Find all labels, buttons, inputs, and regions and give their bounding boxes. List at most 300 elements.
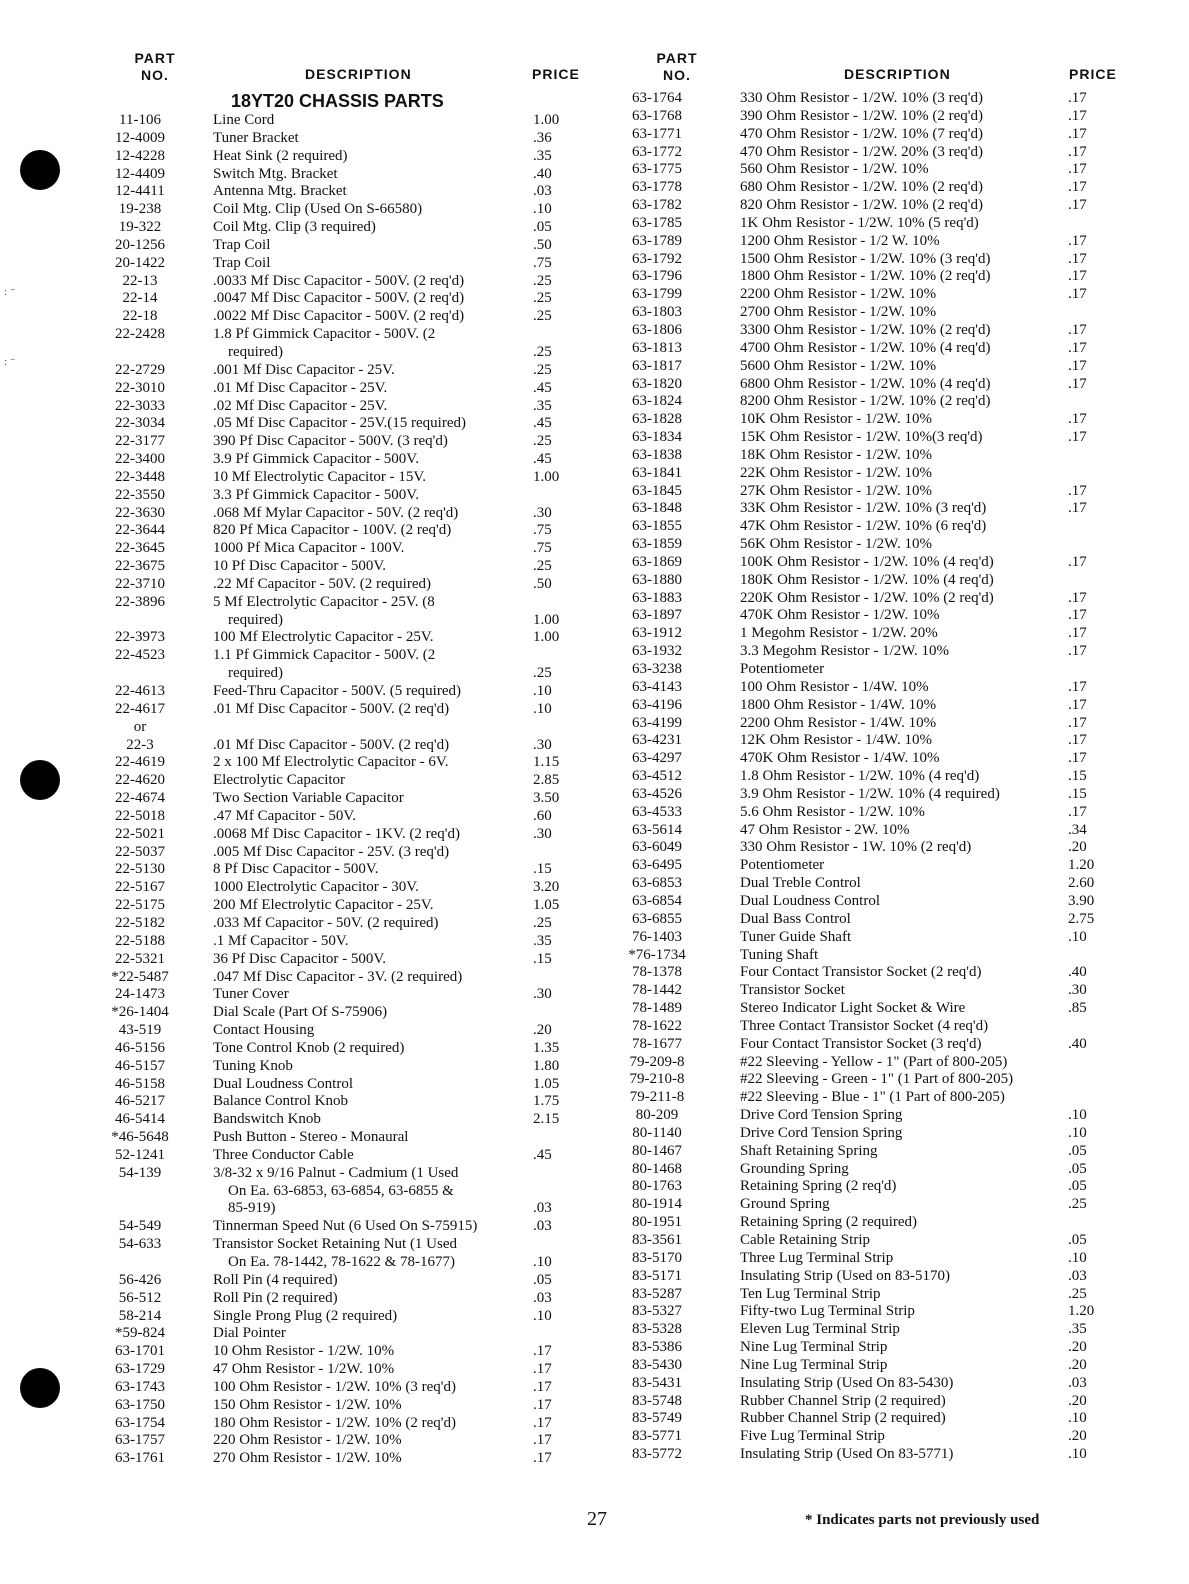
price: .17 xyxy=(1068,696,1087,713)
part-number: 22-13 xyxy=(122,272,158,289)
table-row xyxy=(95,772,595,790)
description: Tone Control Knob (2 required) xyxy=(213,1039,405,1056)
price: .17 xyxy=(1068,429,1087,446)
description: 15K Ohm Resistor - 1/2W. 10%(3 req'd) xyxy=(740,429,983,446)
description: 1000 Pf Mica Capacitor - 100V. xyxy=(213,540,405,557)
description: 180K Ohm Resistor - 1/2W. 10% (4 req'd) xyxy=(740,571,994,588)
price: .17 xyxy=(1068,375,1087,392)
description: Single Prong Plug (2 required) xyxy=(213,1307,398,1324)
price: .25 xyxy=(533,343,552,360)
table-row xyxy=(612,500,1152,518)
price: .03 xyxy=(1068,1374,1087,1391)
description: 5600 Ohm Resistor - 1/2W. 10% xyxy=(740,357,937,374)
price: .17 xyxy=(1068,268,1087,285)
description: .0033 Mf Disc Capacitor - 500V. (2 req'd) xyxy=(213,272,465,289)
description: Transistor Socket xyxy=(740,982,845,999)
part-number: 22-3645 xyxy=(115,540,165,557)
description: Potentiometer xyxy=(740,857,825,874)
description: Electrolytic Capacitor xyxy=(213,772,346,789)
part-number: 22-2428 xyxy=(115,326,165,343)
price: .17 xyxy=(1068,607,1087,624)
table-row xyxy=(95,1432,595,1450)
price: 1.20 xyxy=(1068,1303,1095,1320)
part-number: 12-4009 xyxy=(115,129,165,146)
price: .45 xyxy=(533,415,552,432)
price: 2.75 xyxy=(1068,910,1095,927)
description: 4700 Ohm Resistor - 1/2W. 10% (4 req'd) xyxy=(740,339,991,356)
price: .10 xyxy=(1068,1107,1087,1124)
description: 180 Ohm Resistor - 1/2W. 10% (2 req'd) xyxy=(213,1414,456,1431)
description: Tuning Shaft xyxy=(740,946,819,963)
part-number: 63-1792 xyxy=(632,250,682,267)
table-row xyxy=(612,1214,1152,1232)
part-number: 63-1803 xyxy=(632,304,682,321)
description: 1000 Electrolytic Capacitor - 30V. xyxy=(213,879,419,896)
description: Five Lug Terminal Strip xyxy=(740,1428,885,1445)
price: .17 xyxy=(1068,232,1087,249)
part-number: 80-1140 xyxy=(632,1124,682,1141)
table-row xyxy=(95,1290,595,1308)
price: .10 xyxy=(1068,928,1087,945)
part-number: 22-4617 xyxy=(115,700,165,717)
table-row xyxy=(612,786,1152,804)
part-number: 20-1422 xyxy=(115,254,165,271)
table-row xyxy=(612,1089,1152,1107)
description: 680 Ohm Resistor - 1/2W. 10% (2 req'd) xyxy=(740,179,983,196)
part-number: 63-5614 xyxy=(632,821,682,838)
part-number: 22-5037 xyxy=(115,843,165,860)
table-row xyxy=(612,126,1152,144)
price: .03 xyxy=(533,1200,552,1217)
part-number: 76-1403 xyxy=(632,928,682,945)
price: .17 xyxy=(1068,625,1087,642)
part-number: 80-1467 xyxy=(632,1142,682,1159)
part-number: 83-5772 xyxy=(632,1446,682,1463)
table-row xyxy=(95,148,595,166)
description: 10 Ohm Resistor - 1/2W. 10% xyxy=(213,1343,395,1360)
description: 2200 Ohm Resistor - 1/4W. 10% xyxy=(740,714,937,731)
description: 1.8 Pf Gimmick Capacitor - 500V. (2 required) xyxy=(213,326,436,360)
part-number: 22-5188 xyxy=(115,932,165,949)
price: .30 xyxy=(533,825,552,842)
table-row xyxy=(95,879,595,897)
section-title: 18YT20 CHASSIS PARTS xyxy=(231,91,444,111)
price: 1.20 xyxy=(1068,857,1095,874)
price: 1.75 xyxy=(533,1093,560,1110)
part-number: 63-1859 xyxy=(632,536,682,553)
price: .10 xyxy=(533,683,552,699)
table-row xyxy=(95,362,595,380)
description: 47 Ohm Resistor - 1/2W. 10% xyxy=(213,1361,395,1378)
part-number: 63-4512 xyxy=(632,768,682,785)
part-number: 22-4613 xyxy=(115,683,165,699)
price: .20 xyxy=(1068,1339,1087,1356)
table-row xyxy=(612,1446,1152,1464)
price: .40 xyxy=(533,165,552,182)
part-number: 83-5386 xyxy=(632,1339,682,1356)
description: .0022 Mf Disc Capacitor - 500V. (2 req'd) xyxy=(213,308,465,325)
price: .17 xyxy=(1068,553,1087,570)
description: Coil Mtg. Clip (Used On S-66580) xyxy=(213,201,423,218)
punch-hole xyxy=(20,1368,60,1408)
table-row xyxy=(95,861,595,879)
description: Tinnerman Speed Nut (6 Used On S-75915) xyxy=(213,1218,478,1235)
part-number: 63-1838 xyxy=(632,446,682,463)
table-row xyxy=(612,661,1152,679)
table-row xyxy=(95,398,595,416)
price: 2.60 xyxy=(1068,875,1095,892)
table-row xyxy=(612,1321,1152,1339)
description: 18K Ohm Resistor - 1/2W. 10% xyxy=(740,446,932,463)
description: Retaining Spring (2 required) xyxy=(740,1214,918,1231)
part-number: 83-5749 xyxy=(632,1410,682,1427)
table-row xyxy=(612,340,1152,358)
part-number: 43-519 xyxy=(118,1022,162,1039)
price: .05 xyxy=(1068,1160,1087,1177)
part-number: 78-1622 xyxy=(632,1017,682,1034)
price: .17 xyxy=(1068,714,1087,731)
part-number: 63-1775 xyxy=(632,161,682,178)
page-number: 27 xyxy=(587,1508,607,1530)
description: Insulating Strip (Used On 83-5430) xyxy=(740,1374,954,1391)
part-number: 63-1828 xyxy=(632,411,682,428)
part-number: 78-1378 xyxy=(632,964,682,981)
price: .17 xyxy=(1068,286,1087,303)
table-row xyxy=(95,1218,595,1236)
price: .25 xyxy=(533,433,552,450)
price: .17 xyxy=(533,1432,552,1449)
price: .17 xyxy=(1068,90,1087,106)
price: .17 xyxy=(1068,732,1087,749)
description: 2200 Ohm Resistor - 1/2W. 10% xyxy=(740,286,937,303)
description: Dial Scale (Part Of S-75906) xyxy=(213,1004,388,1021)
description: .0047 Mf Disc Capacitor - 500V. (2 req'd) xyxy=(213,290,465,307)
price: 1.35 xyxy=(533,1039,560,1056)
part-number: 20-1256 xyxy=(115,236,165,253)
price: .25 xyxy=(533,308,552,325)
part-number: 80-209 xyxy=(635,1107,679,1124)
part-number: 56-512 xyxy=(118,1289,162,1306)
table-row xyxy=(95,183,595,201)
part-number: 83-5430 xyxy=(632,1356,682,1373)
description: Three Contact Transistor Socket (4 req'd) xyxy=(740,1017,989,1034)
table-row xyxy=(612,251,1152,269)
price: 1.80 xyxy=(533,1057,560,1074)
table-row xyxy=(612,161,1152,179)
table-row xyxy=(95,469,595,487)
description: Retaining Spring (2 req'd) xyxy=(740,1178,897,1195)
description: 150 Ohm Resistor - 1/2W. 10% xyxy=(213,1396,402,1413)
table-row xyxy=(95,1165,595,1219)
price: 3.50 xyxy=(533,790,560,807)
price: .10 xyxy=(533,1307,552,1324)
price: .05 xyxy=(1068,1178,1087,1195)
part-number: 11-106 xyxy=(119,112,161,128)
description: Tuner Guide Shaft xyxy=(740,928,852,945)
price: .15 xyxy=(1068,785,1087,802)
part-number: 22-5182 xyxy=(115,914,165,931)
description: Insulating Strip (Used On 83-5771) xyxy=(740,1446,954,1463)
price: 2.85 xyxy=(533,772,560,789)
part-number: 22-3644 xyxy=(115,522,165,539)
description: 470K Ohm Resistor - 1/4W. 10% xyxy=(740,750,940,767)
price: 1.00 xyxy=(533,611,560,628)
table-row xyxy=(95,986,595,1004)
footnote: * Indicates parts not previously used xyxy=(805,1512,1040,1528)
part-number: 22-3896 xyxy=(115,593,165,610)
table-row xyxy=(612,1071,1152,1089)
table-row xyxy=(95,1308,595,1326)
table-row xyxy=(612,947,1152,965)
table-row xyxy=(612,554,1152,572)
price: .17 xyxy=(533,1414,552,1431)
description: .1 Mf Capacitor - 50V. xyxy=(213,932,349,949)
table-row xyxy=(612,643,1152,661)
description: #22 Sleeving - Blue - 1" (1 Part of 800-205) xyxy=(740,1089,1005,1106)
description: .047 Mf Disc Capacitor - 3V. (2 required) xyxy=(213,968,463,985)
price: .17 xyxy=(533,1450,552,1467)
description: 10 Mf Electrolytic Capacitor - 15V. xyxy=(213,468,427,485)
part-number: *26-1404 xyxy=(111,1004,169,1021)
part-number: 83-5171 xyxy=(632,1267,682,1284)
part-number: 63-1869 xyxy=(632,553,682,570)
part-number: 63-1750 xyxy=(115,1396,165,1413)
price: .03 xyxy=(1068,1267,1087,1284)
description: Four Contact Transistor Socket (2 req'd) xyxy=(740,964,982,981)
part-number: 63-1743 xyxy=(115,1378,165,1395)
price: .35 xyxy=(1068,1321,1087,1338)
part-number: 22-4674 xyxy=(115,790,165,807)
price: .25 xyxy=(533,361,552,378)
price: .17 xyxy=(1068,143,1087,160)
table-row xyxy=(612,1107,1152,1125)
description: 470K Ohm Resistor - 1/2W. 10% xyxy=(740,607,940,624)
description: 1.1 Pf Gimmick Capacitor - 500V. (2 required) xyxy=(213,647,436,682)
part-no-header: PART NO. xyxy=(134,50,176,83)
table-row xyxy=(95,505,595,523)
price: .10 xyxy=(533,1254,552,1271)
description: Tuner Cover xyxy=(213,986,289,1003)
price: .05 xyxy=(533,1271,552,1288)
table-row xyxy=(612,1232,1152,1250)
table-row xyxy=(95,1040,595,1058)
part-number: 63-1806 xyxy=(632,321,682,338)
description: 10 Pf Disc Capacitor - 500V. xyxy=(213,558,387,575)
price: .15 xyxy=(533,861,552,878)
part-number: 83-5431 xyxy=(632,1374,682,1391)
price: 1.00 xyxy=(533,112,560,128)
description: Heat Sink (2 required) xyxy=(213,147,348,164)
part-number: 63-4196 xyxy=(632,696,682,713)
table-row xyxy=(95,1058,595,1076)
description: 1800 Ohm Resistor - 1/4W. 10% xyxy=(740,696,937,713)
table-row xyxy=(612,1000,1152,1018)
table-row xyxy=(95,701,595,719)
part-number: 63-3238 xyxy=(632,661,682,677)
table-row xyxy=(612,536,1152,554)
part-number: 63-1813 xyxy=(632,339,682,356)
table-row xyxy=(612,429,1152,447)
price: 2.15 xyxy=(533,1111,560,1128)
column-header xyxy=(612,48,1152,90)
price: .17 xyxy=(1068,750,1087,767)
price: .20 xyxy=(533,1022,552,1039)
description: 1 Megohm Resistor - 1/2W. 20% xyxy=(740,625,938,642)
description: Fifty-two Lug Terminal Strip xyxy=(740,1303,915,1320)
description: 12K Ohm Resistor - 1/4W. 10% xyxy=(740,732,932,749)
description: Feed-Thru Capacitor - 500V. (5 required) xyxy=(213,683,461,699)
part-number: 63-1789 xyxy=(632,232,682,249)
part-number: 22-3177 xyxy=(115,433,165,450)
table-row xyxy=(612,90,1152,108)
price: .17 xyxy=(1068,643,1087,660)
table-row xyxy=(612,465,1152,483)
price: .30 xyxy=(1068,982,1087,999)
part-number: 22-4619 xyxy=(115,754,165,771)
table-row xyxy=(95,487,595,505)
table-row xyxy=(612,1161,1152,1179)
part-number: 63-4143 xyxy=(632,678,682,695)
part-number: 63-1820 xyxy=(632,375,682,392)
price: 1.00 xyxy=(533,629,560,646)
part-number: 46-5414 xyxy=(115,1111,165,1128)
price: .17 xyxy=(533,1378,552,1395)
part-number: 22-3973 xyxy=(115,629,165,646)
table-row xyxy=(612,1196,1152,1214)
table-row xyxy=(612,1018,1152,1036)
price: .75 xyxy=(533,540,552,557)
description: Drive Cord Tension Spring xyxy=(740,1107,903,1124)
table-row xyxy=(95,166,595,184)
part-number: 78-1442 xyxy=(632,982,682,999)
part-number: 83-5771 xyxy=(632,1428,682,1445)
price: .03 xyxy=(533,1218,552,1235)
part-number: 79-211-8 xyxy=(629,1089,685,1106)
description: .22 Mf Capacitor - 50V. (2 required) xyxy=(213,575,431,592)
price: .10 xyxy=(533,700,552,717)
part-number: 12-4409 xyxy=(115,165,165,182)
part-number: 63-1817 xyxy=(632,357,682,374)
part-number: 63-1855 xyxy=(632,518,682,535)
part-number: 80-1951 xyxy=(632,1214,682,1231)
price: .17 xyxy=(1068,250,1087,267)
price: .50 xyxy=(533,575,552,592)
table-row xyxy=(612,679,1152,697)
part-number: 83-5170 xyxy=(632,1249,682,1266)
price: .17 xyxy=(1068,678,1087,695)
price: .40 xyxy=(1068,964,1087,981)
punch-hole xyxy=(20,150,60,190)
table-row xyxy=(95,308,595,326)
table-row xyxy=(612,393,1152,411)
part-number: 12-4228 xyxy=(115,147,165,164)
description: 1200 Ohm Resistor - 1/2 W. 10% xyxy=(740,232,940,249)
part-number: 63-4297 xyxy=(632,750,682,767)
table-row xyxy=(95,1111,595,1129)
description: 3.3 Megohm Resistor - 1/2W. 10% xyxy=(740,643,950,660)
part-number: 80-1914 xyxy=(632,1196,682,1213)
description: Trap Coil xyxy=(213,236,271,253)
table-row xyxy=(95,754,595,772)
part-number: 63-1772 xyxy=(632,143,682,160)
price: .17 xyxy=(1068,482,1087,499)
part-number: 22-5321 xyxy=(115,950,165,967)
table-row xyxy=(95,451,595,469)
part-number: 63-6049 xyxy=(632,839,682,856)
table-row xyxy=(95,1236,595,1272)
part-number: 63-4199 xyxy=(632,714,682,731)
description-header: DESCRIPTION xyxy=(844,66,951,82)
part-number: 52-1241 xyxy=(115,1146,165,1163)
price: 3.20 xyxy=(533,879,560,896)
description: #22 Sleeving - Green - 1" (1 Part of 800-205) xyxy=(740,1071,1014,1088)
part-number: 46-5157 xyxy=(115,1057,165,1074)
description: 390 Pf Disc Capacitor - 500V. (3 req'd) xyxy=(213,433,448,450)
parts-list-right xyxy=(612,90,1152,1464)
table-row xyxy=(95,790,595,808)
description: 470 Ohm Resistor - 1/2W. 10% (7 req'd) xyxy=(740,125,983,142)
table-row xyxy=(95,1093,595,1111)
part-no-header: PART NO. xyxy=(656,50,698,83)
part-number: 24-1473 xyxy=(115,986,165,1003)
part-number: 63-1883 xyxy=(632,589,682,606)
description: 36 Pf Disc Capacitor - 500V. xyxy=(213,950,387,967)
table-row xyxy=(612,715,1152,733)
description: 3.3 Pf Gimmick Capacitor - 500V. xyxy=(213,486,419,503)
description: Three Lug Terminal Strip xyxy=(740,1249,894,1266)
table-row xyxy=(95,1325,595,1343)
description: 1800 Ohm Resistor - 1/2W. 10% (2 req'd) xyxy=(740,268,991,285)
table-row xyxy=(95,380,595,398)
description: Grounding Spring xyxy=(740,1160,849,1177)
table-row xyxy=(612,304,1152,322)
part-number: 22-4523 xyxy=(115,647,165,664)
description: 220 Ohm Resistor - 1/2W. 10% xyxy=(213,1432,402,1449)
price: .03 xyxy=(533,1289,552,1306)
part-number: 63-1848 xyxy=(632,500,682,517)
table-row xyxy=(95,130,595,148)
description: 2700 Ohm Resistor - 1/2W. 10% xyxy=(740,304,937,321)
description: 100 Ohm Resistor - 1/2W. 10% (3 req'd) xyxy=(213,1378,456,1395)
table-row xyxy=(612,1036,1152,1054)
price: .25 xyxy=(533,914,552,931)
description: 820 Ohm Resistor - 1/2W. 10% (2 req'd) xyxy=(740,197,983,214)
description: Coil Mtg. Clip (3 required) xyxy=(213,219,376,236)
part-number: 83-5328 xyxy=(632,1321,682,1338)
price: .25 xyxy=(533,272,552,289)
part-number: 63-1764 xyxy=(632,90,682,106)
price-header: PRICE xyxy=(1069,66,1117,82)
price: .34 xyxy=(1068,821,1087,838)
table-row xyxy=(612,911,1152,929)
table-row xyxy=(612,750,1152,768)
description: 56K Ohm Resistor - 1/2W. 10% xyxy=(740,536,932,553)
right-column xyxy=(612,48,1152,1464)
description: Dual Bass Control xyxy=(740,910,851,927)
part-number: 63-1880 xyxy=(632,571,682,588)
table-row xyxy=(95,433,595,451)
description: Two Section Variable Capacitor xyxy=(213,790,404,807)
price: .17 xyxy=(533,1343,552,1360)
description: Drive Cord Tension Spring xyxy=(740,1124,903,1141)
part-number: 22-5130 xyxy=(115,861,165,878)
price: .17 xyxy=(533,1361,552,1378)
table-row xyxy=(95,844,595,862)
description: 1500 Ohm Resistor - 1/2W. 10% (3 req'd) xyxy=(740,250,991,267)
price: .10 xyxy=(533,201,552,218)
price-header: PRICE xyxy=(532,66,580,82)
description: 47K Ohm Resistor - 1/2W. 10% (6 req'd) xyxy=(740,518,987,535)
